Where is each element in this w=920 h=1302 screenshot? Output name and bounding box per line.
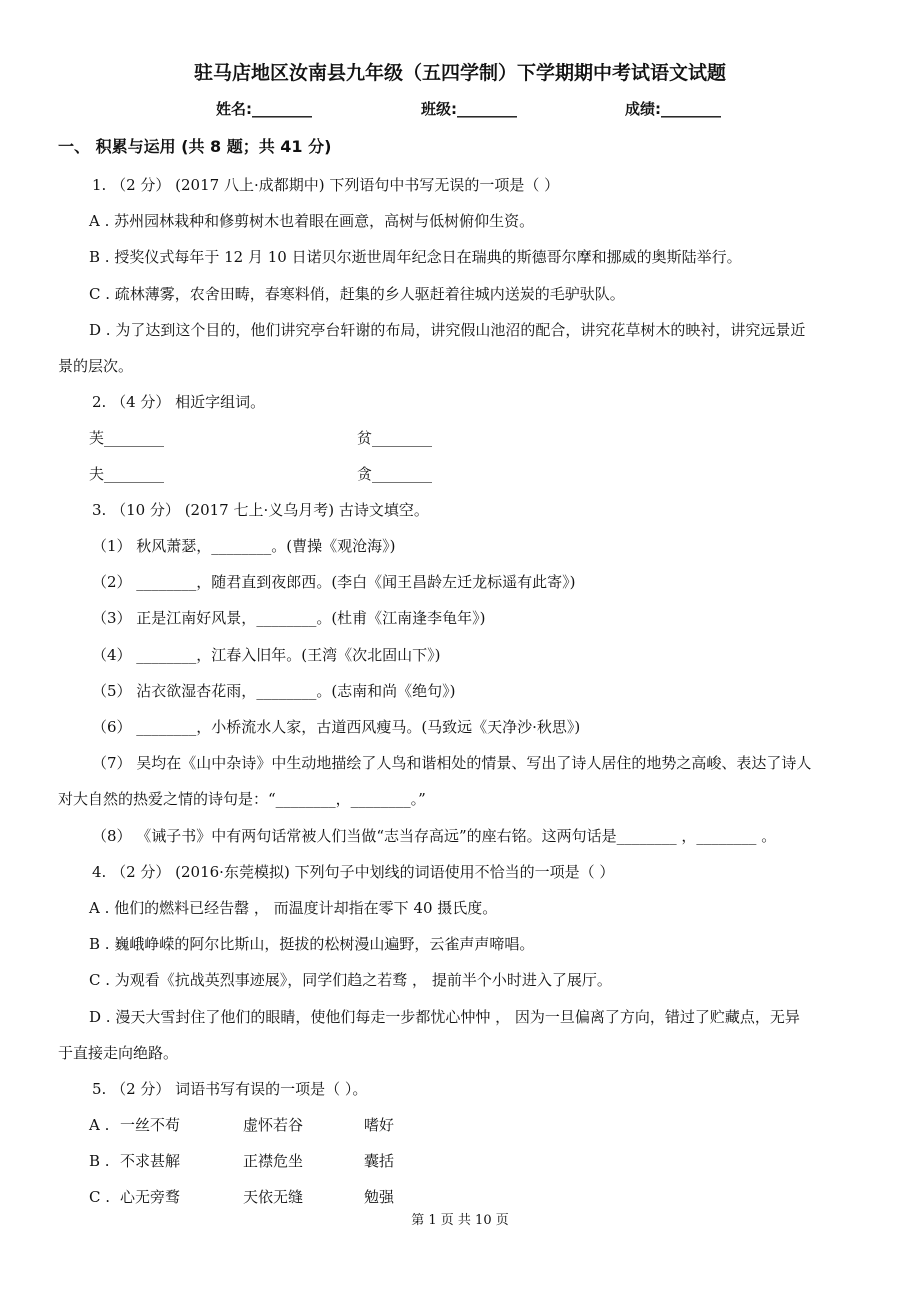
- score-field-label: 成绩:________: [625, 100, 721, 118]
- question-4-option-b: B . 巍峨峥嵘的阿尔比斯山，挺拔的松树漫山遍野，云雀声声啼唱。: [89, 935, 535, 953]
- question-5-stem: 5. （2 分） 词语书写有误的一项是（ ）。: [92, 1080, 368, 1098]
- question-3-item-5: （5） 沾衣欲湿杏花雨，________。(志南和尚《绝句》): [92, 682, 456, 700]
- question-5-option-word: 嗜好: [364, 1116, 395, 1134]
- question-5-option-word: 勉强: [364, 1188, 395, 1206]
- question-1-option-a: A . 苏州园林栽种和修剪树木也着眼在画意，高树与低树俯仰生资。: [89, 212, 535, 230]
- question-4-option-d: D . 漫天大雪封住了他们的眼睛，使他们每走一步都忧心忡忡 ， 因为一旦偏离了方向，错过了贮藏点，无异: [89, 1008, 800, 1026]
- question-4-option-d-cont: 于直接走向绝路。: [58, 1044, 179, 1062]
- question-5-option-label: B .: [89, 1152, 110, 1170]
- question-5-option-word: 一丝不苟: [120, 1116, 181, 1134]
- question-1-option-d: D . 为了达到这个目的，他们讲究亭台轩谢的布局，讲究假山池沼的配合，讲究花草树木的映衬，讲究远景近: [89, 321, 806, 339]
- question-4-stem: 4. （2 分） (2016·东莞模拟) 下列句子中划线的词语使用不恰当的一项是（ ）: [92, 863, 615, 881]
- question-3-item-1: （1） 秋风萧瑟，________。(曹操《观沧海》): [92, 537, 396, 555]
- question-2-blank-3: 夫________: [89, 465, 165, 483]
- question-5-option-word: 天依无缝: [243, 1188, 304, 1206]
- question-5-option-word: 心无旁骛: [120, 1188, 181, 1206]
- question-5-option-word: 虚怀若谷: [243, 1116, 304, 1134]
- question-1-option-c: C . 疏林薄雾，农舍田畴，春寒料俏，赶集的乡人驱赶着往城内送炭的毛驴驮队。: [89, 285, 625, 303]
- section-heading: 一、 积累与运用 (共 8 题；共 41 分): [58, 137, 332, 156]
- question-3-item-6: （6） ________，小桥流水人家，古道西风瘦马。(马致远《天净沙·秋思》): [92, 718, 581, 736]
- question-1-option-b: B . 授奖仪式每年于 12 月 10 日诺贝尔逝世周年纪念日在瑞典的斯德哥尔摩和挪威的奥斯陆举行。: [89, 248, 742, 266]
- question-2-blank-1: 芙________: [89, 429, 165, 447]
- question-5-option-word: 不求甚解: [120, 1152, 181, 1170]
- question-5-option-label: C .: [89, 1188, 111, 1206]
- question-2-blank-4: 贪________: [357, 465, 433, 483]
- question-5-option-label: A .: [89, 1116, 110, 1134]
- name-field-label: 姓名:________: [216, 100, 312, 118]
- question-5-option-word: 正襟危坐: [243, 1152, 304, 1170]
- question-1-option-d-cont: 景的层次。: [58, 357, 134, 375]
- question-3-item-4: （4） ________，江春入旧年。(王湾《次北固山下》): [92, 646, 441, 664]
- page-title: 驻马店地区汝南县九年级（五四学制）下学期期中考试语文试题: [193, 62, 726, 84]
- question-3-stem: 3. （10 分） (2017 七上·义乌月考) 古诗文填空。: [92, 501, 429, 519]
- class-field-label: 班级:________: [421, 100, 517, 118]
- question-4-option-a: A . 他们的燃料已经告罄 ， 而温度计却指在零下 40 摄氏度。: [89, 899, 498, 917]
- question-3-item-7: （7） 吴均在《山中杂诗》中生动地描绘了人鸟和谐相处的情景、写出了诗人居住的地势之高峻、表达了诗人: [92, 754, 812, 772]
- question-3-item-8: （8） 《诫子书》中有两句话常被人们当做“志当存高远”的座右铭。这两句话是________ ，________ 。: [92, 827, 777, 845]
- question-3-item-3: （3） 正是江南好风景，________。(杜甫《江南逢李龟年》): [92, 609, 486, 627]
- question-1-stem: 1. （2 分） (2017 八上·成都期中) 下列语句中书写无误的一项是（ ）: [92, 176, 560, 194]
- question-4-option-c: C . 为观看《抗战英烈事迹展》，同学们趋之若骛 ， 提前半个小时进入了展厅。: [89, 971, 612, 989]
- question-2-stem: 2. （4 分） 相近字组词。: [92, 393, 266, 411]
- question-3-item-7-cont: 对大自然的热爱之情的诗句是：“________，________。”: [58, 790, 426, 808]
- question-5-option-word: 囊括: [364, 1152, 395, 1170]
- page-number: 第 1 页 共 10 页: [411, 1213, 509, 1228]
- question-2-blank-2: 贫________: [357, 429, 433, 447]
- question-3-item-2: （2） ________，随君直到夜郎西。(李白《闻王昌龄左迁龙标遥有此寄》): [92, 573, 576, 591]
